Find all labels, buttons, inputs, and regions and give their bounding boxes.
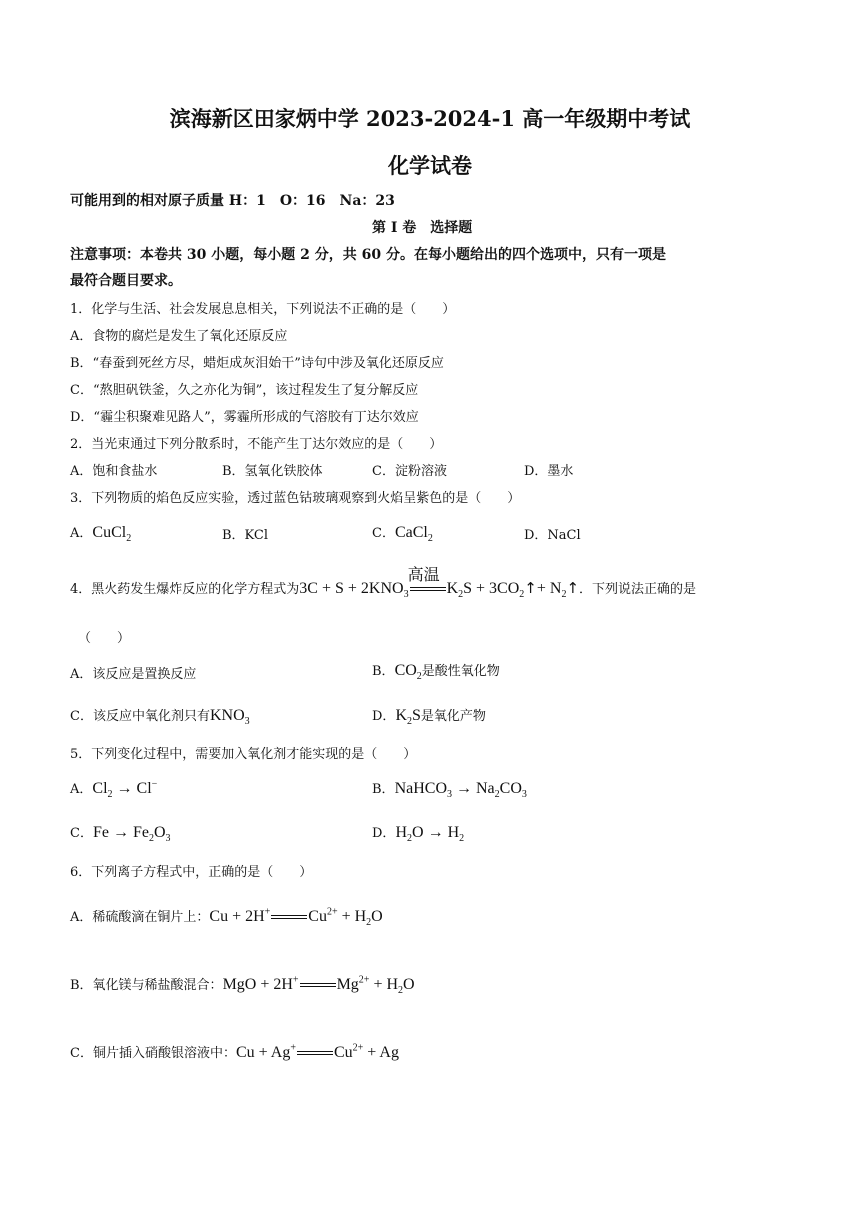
q5-b-sub1: 3 xyxy=(447,789,452,801)
q4-condition: 高温 xyxy=(407,565,440,585)
q3-c-label: C． xyxy=(372,526,395,541)
q4-d-k: K xyxy=(395,707,407,724)
q6-stem: 6．下列离子方程式中，正确的是（ ） xyxy=(70,865,313,880)
q5-b-co: CO xyxy=(499,780,522,797)
q5-b-na: Na xyxy=(476,780,495,797)
q3-option-a xyxy=(70,522,132,545)
q5-d-o: O xyxy=(412,824,424,841)
q3-a-label: A． xyxy=(70,526,93,541)
q4-b-formula xyxy=(394,662,422,683)
q3-c-formula xyxy=(394,524,433,545)
q6-option-c xyxy=(70,1042,399,1062)
q5-option-a xyxy=(70,778,158,801)
q6-b-sub: 2 xyxy=(398,985,404,997)
q4-stem-pre: 4．黑火药发生爆炸反应的化学方程式为 xyxy=(70,582,300,597)
q5-d-formula xyxy=(395,824,465,845)
q5-option-c xyxy=(70,822,171,845)
q4-equals-sign xyxy=(407,565,446,591)
q5-b-label: B． xyxy=(372,782,395,797)
q4-co2-sub: 2 xyxy=(519,589,525,601)
q6-b-equals-sign xyxy=(300,983,336,987)
q6-b-o: O xyxy=(403,976,415,993)
q6-option-a xyxy=(70,906,383,929)
q6-b-sup2: 2+ xyxy=(358,974,370,986)
q4-products: S + 3CO xyxy=(463,580,520,597)
q4-d-sub: 2 xyxy=(407,716,412,728)
q5-a-cl2: Cl xyxy=(92,780,108,797)
q2-option-c: C．淀粉溶液 xyxy=(372,464,447,479)
q3-stem: 3．下列物质的焰色反应实验，透过蓝色钴玻璃观察到火焰呈紫色的是（ ） xyxy=(70,491,521,506)
q4-d-label: D． xyxy=(372,709,396,724)
q4-option-c xyxy=(70,705,250,728)
gas-up-arrow-icon: ↑ xyxy=(524,579,537,597)
q2-option-b: B．氢氧化铁胶体 xyxy=(222,464,323,479)
q4-equation xyxy=(299,565,580,601)
q4-b-label: B． xyxy=(372,664,395,679)
gas-up-arrow-icon: ↑ xyxy=(566,579,580,597)
q1-option-b: B．“春蚕到死丝方尽，蜡炬成灰泪始干”诗句中涉及氧化还原反应 xyxy=(70,356,444,371)
q5-c-sub2: 3 xyxy=(165,833,171,845)
reaction-arrow-icon: → xyxy=(112,824,129,841)
q5-b-sub3: 3 xyxy=(521,789,527,801)
q5-a-sup: − xyxy=(151,778,158,790)
q5-a-formula xyxy=(92,778,158,801)
exam-subtitle: 化学试卷 xyxy=(388,153,472,178)
q3-option-b: B．KCl xyxy=(222,528,269,543)
q6-a-o: O xyxy=(371,908,383,925)
q4-c-formula-body: KNO xyxy=(209,707,245,724)
q6-c-equals-sign xyxy=(297,1051,333,1055)
q5-d-sub1: 2 xyxy=(407,833,412,845)
q5-d-h: H xyxy=(395,824,407,841)
q5-b-sub2: 2 xyxy=(494,789,500,801)
q5-c-o: O xyxy=(153,824,166,841)
q4-c-sub: 3 xyxy=(244,716,250,728)
q4-option-d xyxy=(372,705,486,728)
atomic-mass-line: 可能用到的相对原子质量 H：1 O：16 Na：23 xyxy=(70,193,395,209)
q4-b-sub: 2 xyxy=(416,671,422,683)
q6-b-text: B．氧化镁与稀盐酸混合： xyxy=(70,978,223,993)
q1-stem: 1．化学与生活、社会发展息息相关，下列说法不正确的是（ ） xyxy=(70,302,456,317)
q4-n2-sub: 2 xyxy=(561,589,567,601)
q4-c-formula xyxy=(209,707,250,728)
q4-stem-post: ．下列说法正确的是 xyxy=(579,582,697,597)
q6-b-rest: + H xyxy=(373,976,399,993)
reaction-arrow-icon: → xyxy=(456,780,472,797)
q1-option-c: C．“熬胆矾铁釜，久之亦化为铜”，该过程发生了复分解反应 xyxy=(70,383,419,398)
reaction-arrow-icon: → xyxy=(427,824,444,841)
q6-c-lhs: Cu + Ag xyxy=(235,1044,291,1061)
q4-d-text: 是氧化产物 xyxy=(420,709,486,724)
notice-line-2: 最符合题目要求。 xyxy=(70,273,182,289)
q4-option-a: A．该反应是置换反应 xyxy=(70,667,197,682)
q3-option-c xyxy=(372,522,433,545)
q2-option-d: D．墨水 xyxy=(524,464,574,479)
q5-c-sub1: 2 xyxy=(148,833,154,845)
q5-a-label: A． xyxy=(70,782,93,797)
q6-c-text: C．铜片插入硝酸银溶液中： xyxy=(70,1046,236,1061)
q5-d-sub2: 2 xyxy=(459,833,465,845)
q5-stem: 5．下列变化过程中，需要加入氧化剂才能实现的是（ ） xyxy=(70,747,417,762)
q3-a-sub: 2 xyxy=(126,533,132,545)
q4-d-s: S xyxy=(412,707,421,724)
q6-c-rhs: Cu xyxy=(333,1044,353,1061)
q5-option-d xyxy=(372,822,465,845)
q3-c-sub: 2 xyxy=(427,533,433,545)
notice-line-1: 注意事项：本卷共 30 小题，每小题 2 分，共 60 分。在每小题给出的四个选项中，只有一项是 xyxy=(70,247,666,263)
q3-option-d: D．NaCl xyxy=(524,528,581,543)
q2-option-a: A．饱和食盐水 xyxy=(70,464,158,479)
q5-c-fe: Fe xyxy=(92,824,109,841)
q5-c-label: C． xyxy=(70,826,93,841)
q4-b-formula-body: CO xyxy=(394,662,417,679)
q4-n2: + N xyxy=(536,580,562,597)
q4-b-text: 是酸性氧化物 xyxy=(421,664,500,679)
q4-stem xyxy=(70,565,697,601)
q5-d-h2: H xyxy=(447,824,460,841)
q4-option-b xyxy=(372,660,500,683)
q4-k-sub: 2 xyxy=(458,589,464,601)
q3-a-formula-body: CuCl xyxy=(92,524,127,541)
q6-a-text: A．稀硫酸滴在铜片上： xyxy=(70,910,210,925)
q1-option-d: D．“霾尘积聚难见路人”，雾霾所形成的气溶胶有丁达尔效应 xyxy=(70,410,419,425)
q6-a-rest: + H xyxy=(341,908,367,925)
q6-c-sup1: + xyxy=(290,1042,296,1054)
q5-b-formula xyxy=(394,780,527,801)
q4-answer-paren: （ ） xyxy=(78,631,131,646)
q5-a-sub: 2 xyxy=(107,789,113,801)
q6-b-lhs: MgO + 2H xyxy=(222,976,293,993)
q6-a-lhs: Cu + 2H xyxy=(209,908,265,925)
exam-title: 滨海新区田家炳中学 2023-2024-1 高一年级期中考试 xyxy=(169,106,691,131)
q5-c-formula xyxy=(92,824,171,845)
q3-a-formula xyxy=(92,524,132,545)
q3-c-formula-body: CaCl xyxy=(394,524,428,541)
section-heading: 第 I 卷 选择题 xyxy=(372,220,473,236)
q6-c-rest: + Ag xyxy=(367,1044,399,1061)
q6-a-equals-sign xyxy=(271,915,307,919)
q6-b-sup1: + xyxy=(292,974,299,986)
q6-a-equation xyxy=(209,906,383,929)
q6-a-rhs: Cu xyxy=(308,908,327,925)
q6-a-sup1: + xyxy=(264,906,271,918)
q6-a-sup2: 2+ xyxy=(326,906,338,918)
q6-b-equation xyxy=(222,974,415,997)
reaction-arrow-icon: → xyxy=(116,780,133,797)
q5-option-b xyxy=(372,778,527,801)
q4-d-formula xyxy=(395,707,421,728)
q4-lhs: 3C + S + 2KNO xyxy=(299,580,404,597)
q6-c-equation xyxy=(236,1044,399,1061)
q5-d-label: D． xyxy=(372,826,396,841)
q6-c-sup2: 2+ xyxy=(352,1042,364,1054)
q4-c-text: C．该反应中氧化剂只有 xyxy=(70,709,210,724)
q1-option-a: A．食物的腐烂是发生了氧化还原反应 xyxy=(70,329,288,344)
q6-option-b xyxy=(70,974,415,997)
q5-b-nahco: NaHCO xyxy=(394,780,447,797)
q5-a-cl: Cl xyxy=(136,780,152,797)
q5-c-fe2: Fe xyxy=(132,824,149,841)
q4-k: K xyxy=(446,580,459,597)
q6-a-sub: 2 xyxy=(366,917,372,929)
q4-lhs-sub: 3 xyxy=(403,589,409,601)
q2-stem: 2．当光束通过下列分散系时，不能产生丁达尔效应的是（ ） xyxy=(70,437,443,452)
q6-b-rhs: Mg xyxy=(336,976,359,993)
